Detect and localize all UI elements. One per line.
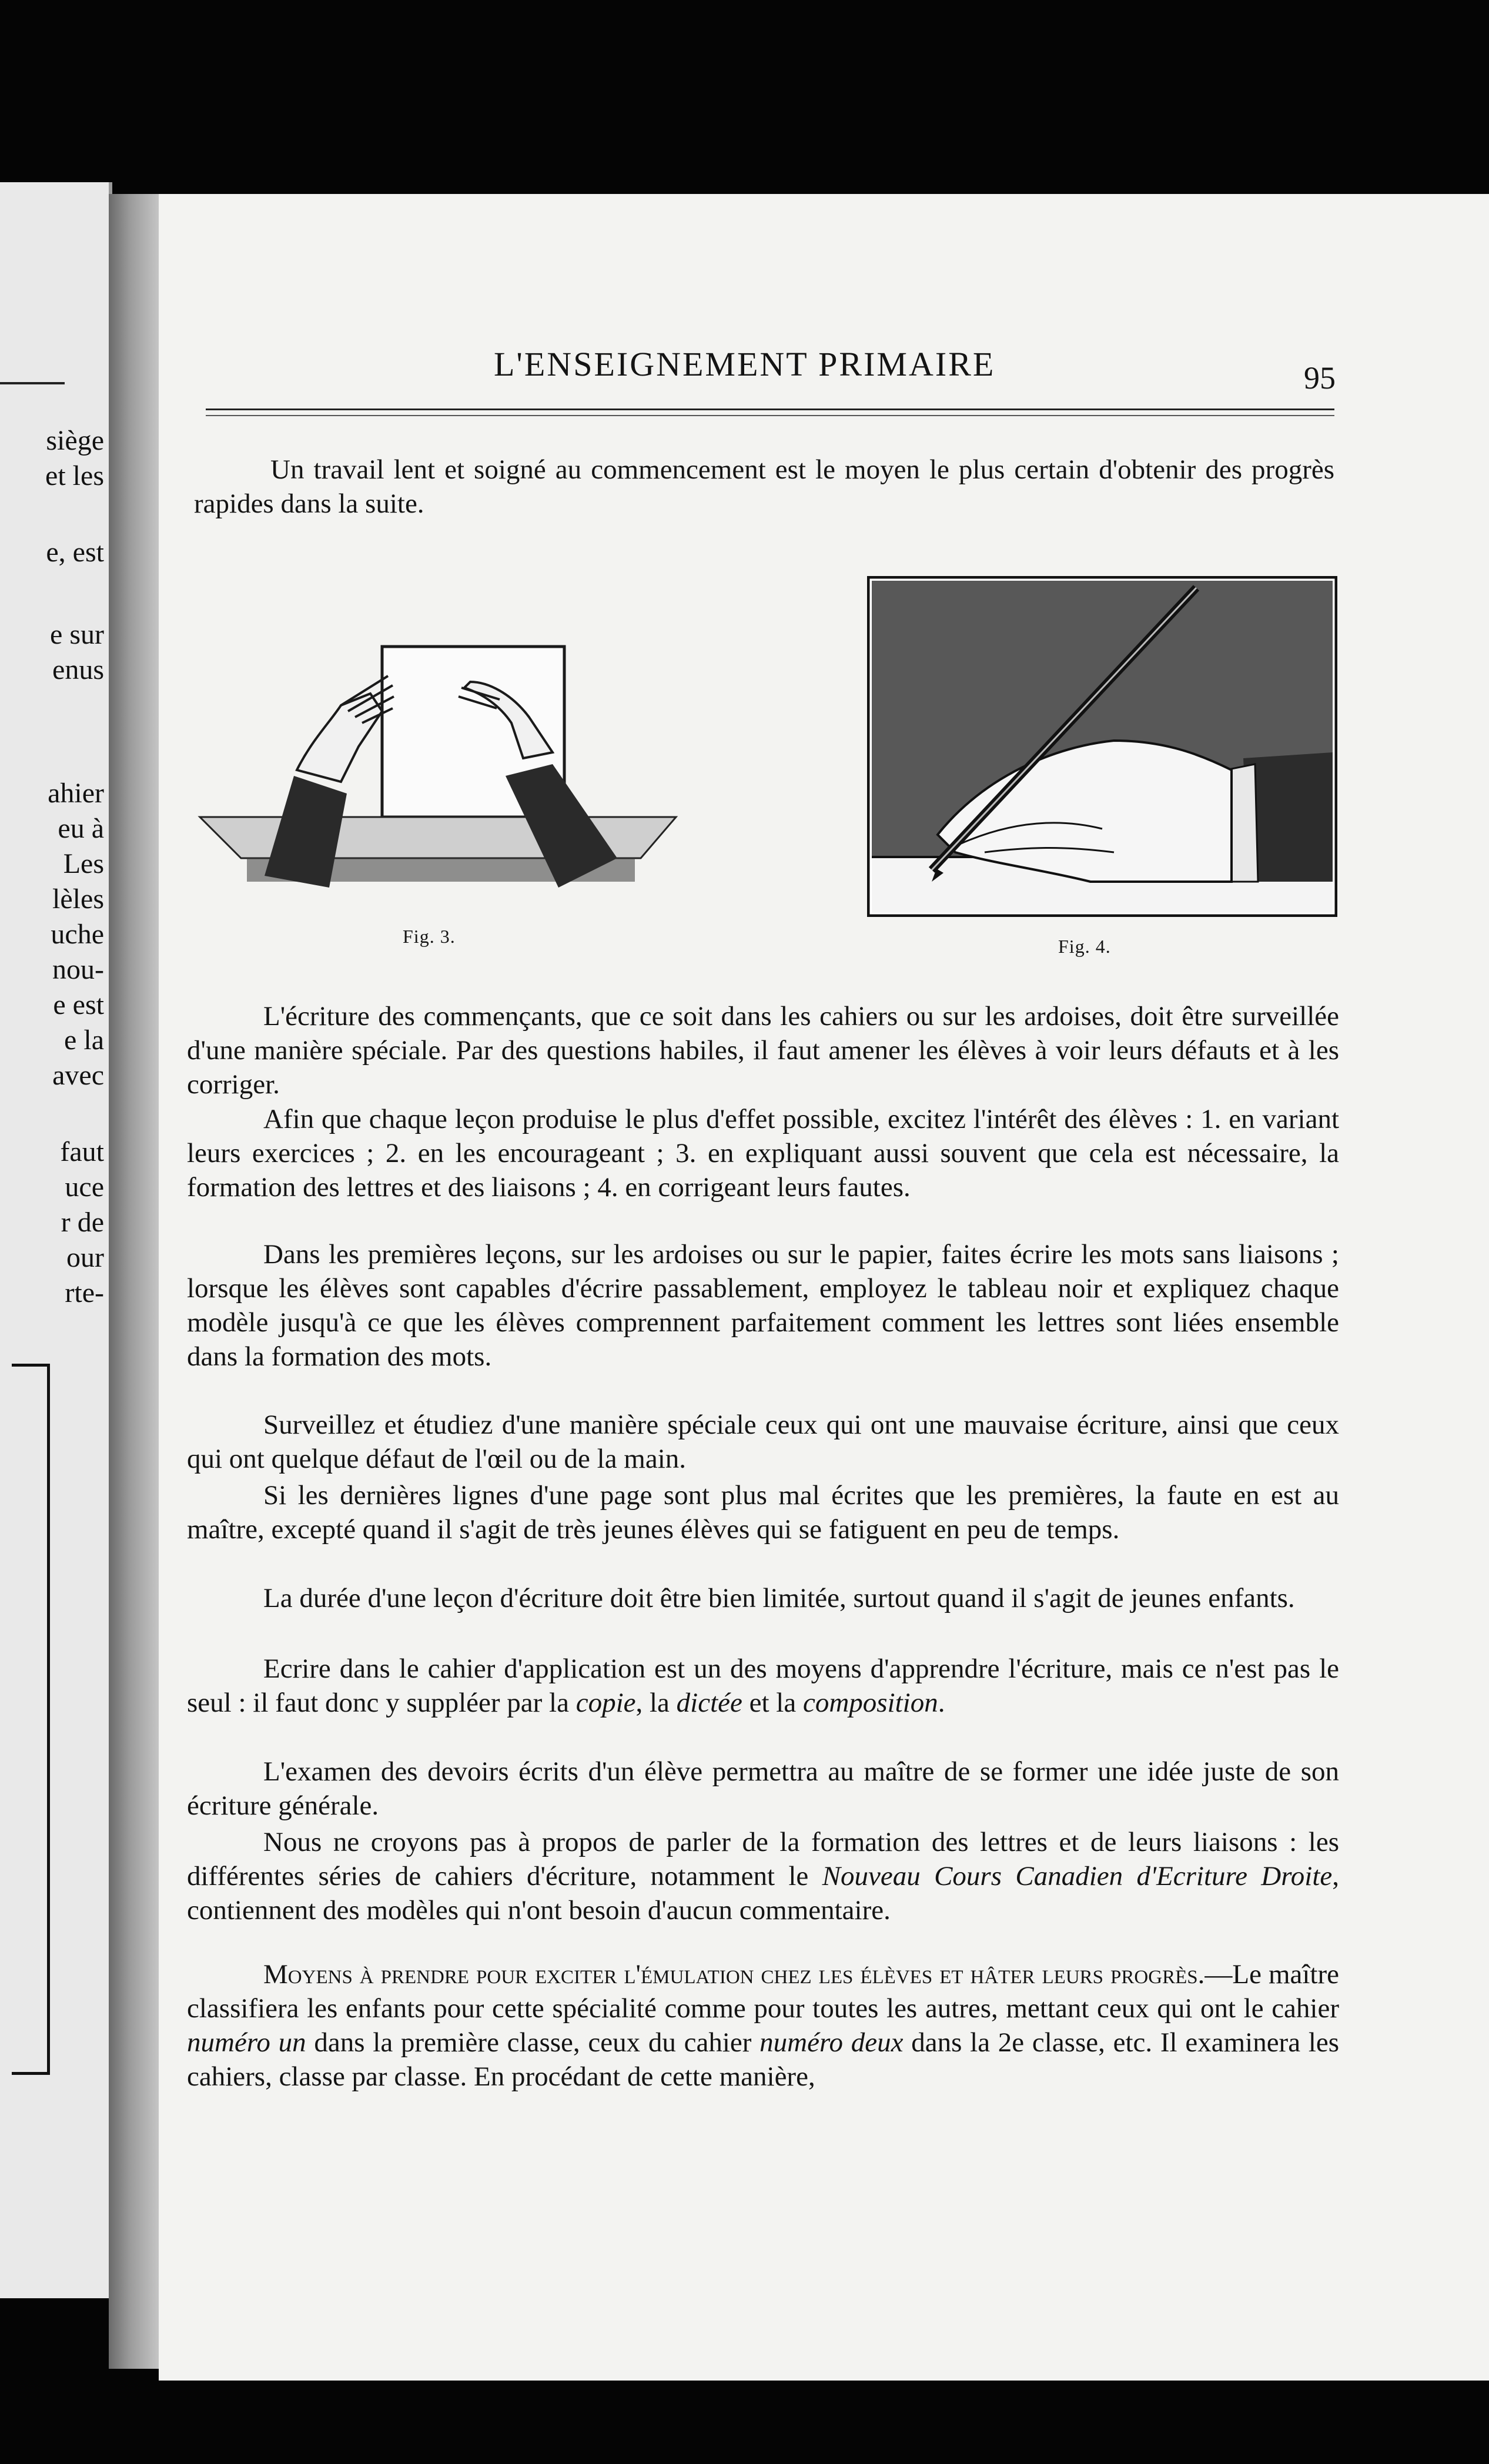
left-fragment: et les xyxy=(45,460,104,491)
italic-term: dictée xyxy=(676,1688,742,1718)
left-fragment: nou- xyxy=(52,954,104,985)
left-fragment: eu à xyxy=(58,813,104,844)
text-run: Ecrire dans le cahier d'application est un des moyens d'apprendre l'écriture, mais ce n'est pas le seul : il faut donc y suppléer par la xyxy=(187,1653,1339,1718)
text-run: Nous ne croyons pas à propos de parler de la formation des lettres et de leurs liaisons : les différentes séries de cahiers d'écriture, notamment le xyxy=(187,1827,1339,1891)
left-fragment: enus xyxy=(52,654,104,685)
header-rule xyxy=(206,409,1334,410)
paragraph: Si les dernières lignes d'une page sont plus mal écrites que les premières, la faute en est au maître, excepté quand il s'agit de très jeunes élèves qui se fatiguent en peu de temps. xyxy=(187,1480,1339,1545)
figure-3-hands-on-paper xyxy=(194,600,700,893)
section-heading: Moyens à prendre pour exciter l'émulation chez les élèves et hâter leurs progrès. xyxy=(263,1959,1205,1990)
figure-4-caption: Fig. 4. xyxy=(1058,936,1111,957)
left-page-rule xyxy=(0,382,65,384)
paragraph: L'écriture des commençants, que ce soit dans les cahiers ou sur les ardoises, doit être surveillée d'une manière spéciale. Par des questions habiles, il faut amener les élèves à voir leurs défauts et à les corriger. xyxy=(187,1001,1339,1100)
intro-paragraph: Un travail lent et soigné au commencement est le moyen le plus certain d'obtenir des progrès rapides dans la suite. xyxy=(194,454,1334,519)
left-fragment: e, est xyxy=(46,537,104,568)
left-fragment: our xyxy=(66,1242,104,1273)
text-run: et la xyxy=(749,1688,797,1718)
paragraph xyxy=(187,1652,1339,1720)
italic-term: copie xyxy=(575,1688,636,1718)
paragraph xyxy=(187,1957,1339,2094)
book-page xyxy=(159,194,1489,2381)
paragraph: La durée d'une leçon d'écriture doit être bien limitée, surtout quand il s'agit de jeunes enfants. xyxy=(263,1583,1295,1613)
text-run: —Le maître classifiera les enfants pour cette spécialité comme pour toutes les autres, mettant ceux qui ont le cahier xyxy=(187,1959,1339,2024)
header-rule-thin xyxy=(206,415,1334,416)
left-fragment: Les xyxy=(63,848,104,879)
left-fragment: e la xyxy=(64,1025,104,1056)
paragraph: L'examen des devoirs écrits d'un élève permettra au maître de se former une idée juste de son écriture générale. xyxy=(187,1756,1339,1821)
left-fragment: ahier xyxy=(48,778,104,809)
paragraph: Afin que chaque leçon produise le plus d'effet possible, excitez l'intérêt des élèves : 1. en variant leurs exercices ; 2. en les encourageant ; 3. en expliquant aussi souvent que cela est nécessaire, la formation des lettres et des liaisons ; 4. en corrigeant leurs fautes. xyxy=(187,1104,1339,1203)
text-run: , contiennent des modèles qui n'ont besoin d'aucun commentaire. xyxy=(187,1861,1340,1926)
left-fragment: uche xyxy=(51,919,104,950)
text-run: , la xyxy=(635,1688,670,1718)
left-fragment: siège xyxy=(46,425,104,456)
left-page-box xyxy=(12,1364,50,2075)
left-fragment: lèles xyxy=(52,883,104,915)
left-fragment: e sur xyxy=(50,619,104,650)
left-facing-page xyxy=(0,182,112,2298)
left-fragment: r de xyxy=(61,1207,104,1238)
paragraph: Surveillez et étudiez d'une manière spéciale ceux qui ont une mauvaise écriture, ainsi que ceux qui ont quelque défaut de l'œil ou de la main. xyxy=(187,1410,1339,1474)
running-title: L'ENSEIGNEMENT PRIMAIRE xyxy=(494,345,996,383)
left-fragment: uce xyxy=(65,1171,104,1203)
text-run: . xyxy=(938,1688,945,1718)
page-number: 95 xyxy=(1304,360,1336,396)
left-fragment: faut xyxy=(60,1136,104,1167)
italic-term: numéro deux xyxy=(759,2027,904,2058)
figure-4-hand-with-pen xyxy=(867,576,1337,917)
figure-3-caption: Fig. 3. xyxy=(403,926,456,947)
text-run: dans la première classe, ceux du cahier xyxy=(314,2027,752,2058)
italic-term: numéro un xyxy=(187,2027,306,2058)
left-fragment: e est xyxy=(53,989,104,1020)
left-fragment: avec xyxy=(52,1060,104,1091)
italic-term: composition xyxy=(802,1688,938,1718)
book-gutter-shadow xyxy=(109,194,162,2369)
text-run: dans la 2e classe, etc. Il examinera les cahiers, classe par classe. En procédant de cette manière, xyxy=(187,2027,1340,2092)
left-fragment: rte- xyxy=(65,1277,104,1308)
paragraph: Dans les premières leçons, sur les ardoises ou sur le papier, faites écrire les mots sans liaisons ; lorsque les élèves sont capables d'écrire passablement, employez le tableau noir et expliquez chaque modèle jusqu'à ce que les élèves comprennent parfaitement comment les lettres sont liées ensemble dans la formation des mots. xyxy=(187,1239,1339,1372)
italic-title: Nouveau Cours Canadien d'Ecriture Droite xyxy=(822,1861,1333,1891)
paragraph xyxy=(187,1825,1339,1927)
